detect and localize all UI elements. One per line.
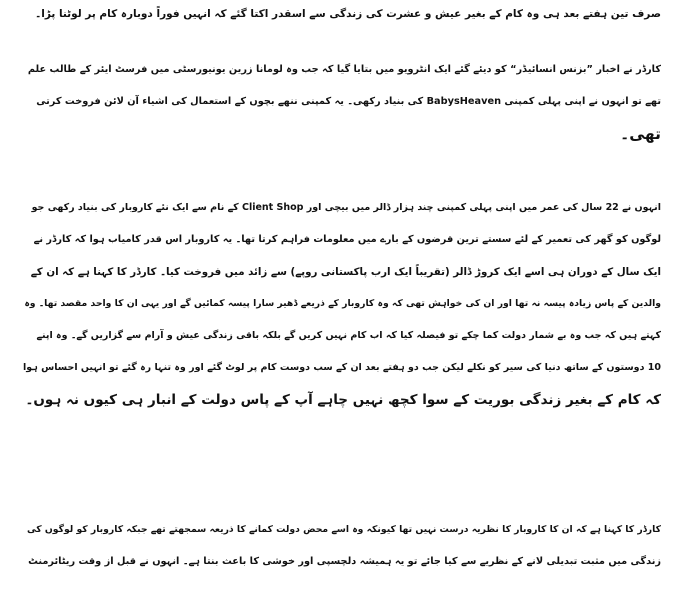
article-paragraph-2 (22, 54, 661, 150)
text-line: 10 دوستوں کے ساتھ دنیا کی سیر کو نکلے لیکن جب دو ہفتے بعد ان کے سب دوست کام پر لوٹ گئے اور وہ تنہا رہ گئے تو انہیں احساس ہوا (23, 362, 661, 373)
article-paragraph-1 (22, 0, 661, 30)
text-line: زندگی میں مثبت تبدیلی لانے کے نظریے سے کیا جائے تو یہ ہمیشہ دلچسپی اور خوشی کا باعث بنتا ہے۔ انہوں نے قبل از وقت ریٹائرمنٹ (28, 556, 661, 567)
text-line: تھی۔ (620, 125, 661, 143)
text-line: کارڈر کا کہنا ہے کہ ان کا کاروبار کا نظریہ درست نہیں تھا کیونکہ وہ اسے محض دولت کمانے کا ذریعہ سمجھتے تھے جبکہ کاروبار کو لوگوں کی (26, 524, 661, 535)
article-paragraph-4 (22, 514, 661, 578)
text-line: کہ کام کے بغیر زندگی بوریت کے سوا کچھ نہیں چاہے آپ کے پاس دولت کے انبار ہی کیوں نہ ہوں۔ (25, 392, 661, 408)
text-line: والدین کے پاس زیادہ پیسہ نہ تھا اور ان کی خواہش تھی کہ وہ کاروبار کے ذریعے ڈھیر سارا پیسہ کمائیں گے اور یہی ان کا واحد مقصد تھا۔ وہ (24, 298, 661, 309)
text-line: لوگوں کو گھر کی تعمیر کے لئے سستے ترین قرضوں کے بارے میں معلومات فراہم کرتا تھا۔ یہ کاروبار اس قدر کامیاب ہوا کہ کارڈر نے (33, 234, 661, 245)
text-line: کہتے ہیں کہ جب وہ بے شمار دولت کما چکے تو فیصلہ کیا کہ اب کام نہیں کریں گے بلکہ باقی زندگی عیش و آرام سے گزاریں گے۔ وہ اپنے (36, 330, 661, 341)
article-paragraph-3 (22, 192, 661, 416)
text-line: صرف تین ہفتے بعد ہی وہ کام کے بغیر عیش و عشرت کی زندگی سے اسقدر اکتا گئے کہ انہیں فوراً دوبارہ کام پر لوٹنا پڑا۔ (35, 8, 661, 20)
text-line: انہوں نے 22 سال کی عمر میں اپنی پہلی کمپنی چند ہزار ڈالر میں بیچی اور Client Shop کے نام سے ایک نئے کاروبار کی بنیاد رکھی جو (31, 202, 661, 213)
text-line: ایک سال کے دوران ہی اسے ایک کروڑ ڈالر (تقریباً ایک ارب پاکستانی روپے) سے زائد میں فروخت کیا۔ کارڈر کا کہنا ہے کہ ان کے (30, 266, 661, 278)
text-line: کارڈر نے اخبار ”بزنس انسائیڈر“ کو دیئے گئے ایک انٹرویو میں بتایا گیا کہ جب وہ لومانا زرین یونیورسٹی میں فرسٹ ایئر کے طالب علم (27, 64, 661, 75)
text-line: تھے تو انہوں نے اپنی پہلی کمپنی BabysHeaven کی بنیاد رکھی۔ یہ کمپنی ننھے بچوں کے استعمال کی اشیاء آن لائن فروخت کرتی (36, 96, 661, 107)
